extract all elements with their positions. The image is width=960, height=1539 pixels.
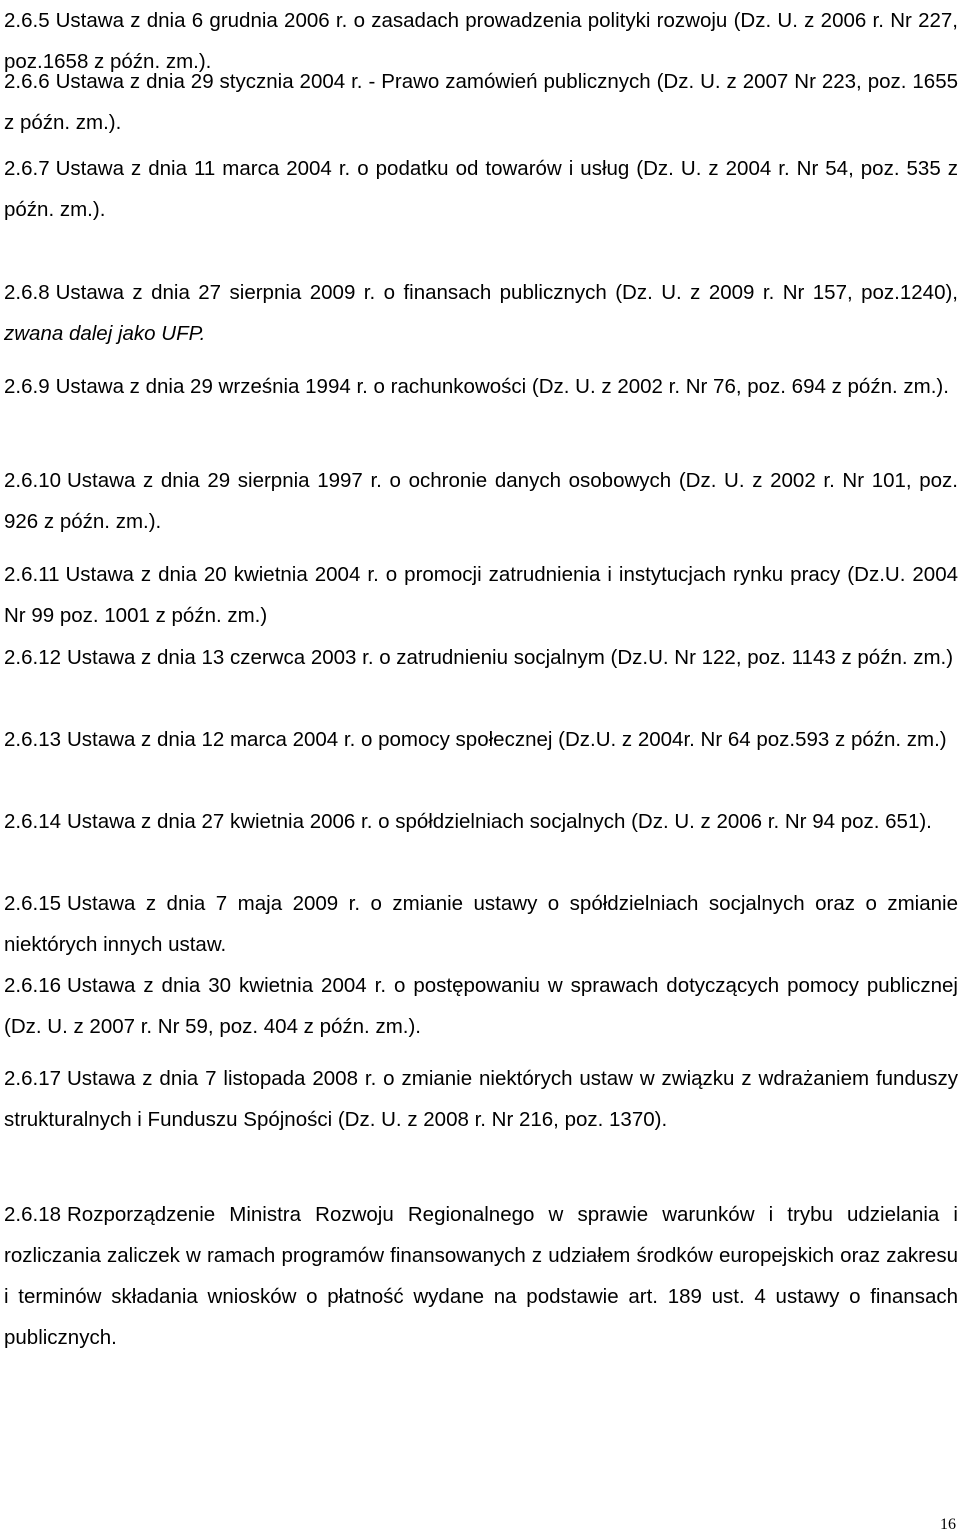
item-text: Ustawa z dnia 11 marca 2004 r. o podatku od towarów i usług (Dz. U. z 2004 r. Nr 54, poz. 535 z późn. zm.). <box>4 157 958 221</box>
item-number: 2.6.9 <box>4 375 50 398</box>
item-text: Ustawa z dnia 13 czerwca 2003 r. o zatrudnieniu socjalnym (Dz.U. Nr 122, poz. 1143 z późn. zm.) <box>67 646 954 669</box>
item-number: 2.6.16 <box>4 974 61 997</box>
item-text: Ustawa z dnia 27 sierpnia 2009 r. o finansach publicznych (Dz. U. z 2009 r. Nr 157, poz.1240), <box>55 281 958 304</box>
item-number: 2.6.8 <box>4 281 50 304</box>
item-number: 2.6.14 <box>4 810 61 833</box>
item-text: Ustawa z dnia 7 maja 2009 r. o zmianie ustawy o spółdzielniach socjalnych oraz o zmianie niektórych innych ustaw. <box>4 892 958 956</box>
list-item <box>4 719 958 760</box>
list-item <box>4 61 958 143</box>
list-item <box>4 148 958 230</box>
item-number: 2.6.11 <box>4 563 60 586</box>
list-item <box>4 1194 958 1358</box>
item-number: 2.6.15 <box>4 892 61 915</box>
item-text: Ustawa z dnia 20 kwietnia 2004 r. o promocji zatrudnienia i instytucjach rynku pracy (Dz.U. 2004 Nr 99 poz. 1001 z późn. zm.) <box>4 563 958 627</box>
item-number: 2.6.10 <box>4 469 61 492</box>
page-number: 16 <box>940 1516 956 1533</box>
item-text: Ustawa z dnia 7 listopada 2008 r. o zmianie niektórych ustaw w związku z wdrażaniem funduszy strukturalnych i Funduszu Spójności (Dz. U. z 2008 r. Nr 216, poz. 1370). <box>4 1067 958 1131</box>
list-item <box>4 801 958 842</box>
item-number: 2.6.17 <box>4 1067 61 1090</box>
item-text: Ustawa z dnia 29 sierpnia 1997 r. o ochronie danych osobowych (Dz. U. z 2002 r. Nr 101, poz. 926 z późn. zm.). <box>4 469 958 533</box>
item-number: 2.6.12 <box>4 646 61 669</box>
list-item <box>4 460 958 542</box>
item-text: Rozporządzenie Ministra Rozwoju Regionalnego w sprawie warunków i trybu udzielania i rozliczania zaliczek w ramach programów finansowanych z udziałem środków europejskich oraz zakresu i terminów składania wniosków o płatność wydane na podstawie art. 189 ust. 4 ustawy o finansach publicznych. <box>4 1203 958 1349</box>
item-text: Ustawa z dnia 29 stycznia 2004 r. - Prawo zamówień publicznych (Dz. U. z 2007 Nr 223, poz. 1655 z późn. zm.). <box>4 70 958 134</box>
item-number: 2.6.18 <box>4 1203 61 1226</box>
item-text: Ustawa z dnia 27 kwietnia 2006 r. o spółdzielniach socjalnych (Dz. U. z 2006 r. Nr 94 poz. 651). <box>67 810 932 833</box>
item-number: 2.6.6 <box>4 70 50 93</box>
list-item <box>4 637 958 678</box>
item-text: Ustawa z dnia 29 września 1994 r. o rachunkowości (Dz. U. z 2002 r. Nr 76, poz. 694 z późn. zm.). <box>55 375 949 398</box>
list-item <box>4 965 958 1047</box>
item-text: Ustawa z dnia 6 grudnia 2006 r. o zasadach prowadzenia polityki rozwoju (Dz. U. z 2006 r. Nr 227, poz.1658 z późn. zm.). <box>4 9 958 73</box>
item-text: Ustawa z dnia 12 marca 2004 r. o pomocy społecznej (Dz.U. z 2004r. Nr 64 poz.593 z późn. zm.) <box>67 728 947 751</box>
item-number: 2.6.7 <box>4 157 50 180</box>
item-text: Ustawa z dnia 30 kwietnia 2004 r. o postępowaniu w sprawach dotyczących pomocy publicznej (Dz. U. z 2007 r. Nr 59, poz. 404 z późn. zm.). <box>4 974 958 1038</box>
item-number: 2.6.13 <box>4 728 61 751</box>
list-item <box>4 366 958 407</box>
item-italic-note: zwana dalej jako UFP. <box>4 322 206 345</box>
item-number: 2.6.5 <box>4 9 50 32</box>
list-item <box>4 883 958 965</box>
list-item <box>4 272 958 354</box>
list-item <box>4 1058 958 1140</box>
list-item <box>4 554 958 636</box>
